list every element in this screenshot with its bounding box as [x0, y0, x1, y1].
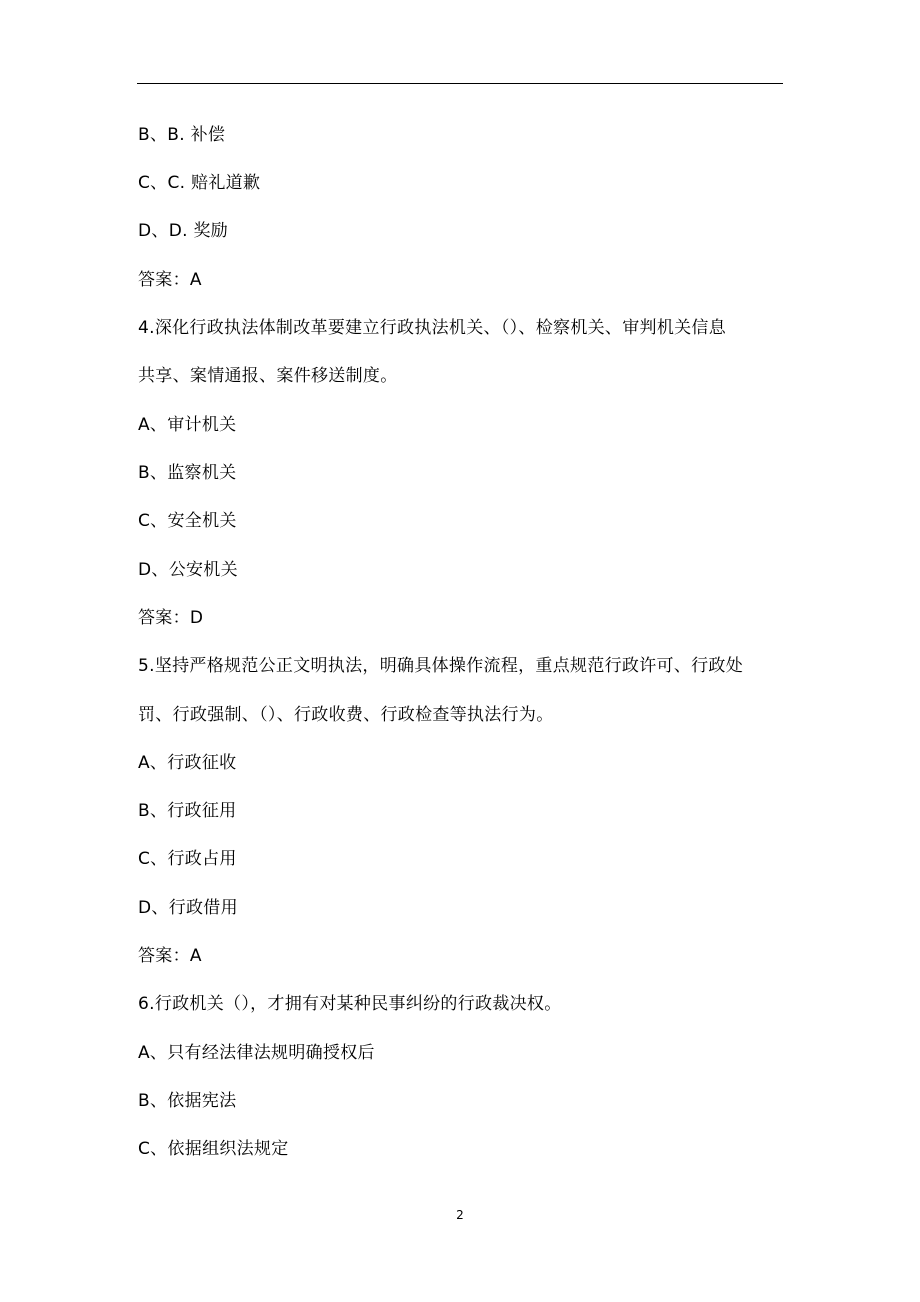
q5-option-b: B、行政征用	[138, 801, 237, 821]
q4-option-b: B、监察机关	[138, 463, 237, 483]
q5-option-a: A、行政征收	[138, 753, 237, 773]
q5-option-d: D、行政借用	[138, 898, 238, 918]
q3-answer: 答案：A	[138, 270, 202, 290]
q4-option-d: D、公安机关	[138, 560, 238, 580]
q4-answer: 答案：D	[138, 608, 204, 628]
q4-stem-line1: 4.深化行政执法体制改革要建立行政执法机关、（）、检察机关、审判机关信息	[138, 318, 727, 338]
q5-answer: 答案：A	[138, 946, 202, 966]
q4-option-c: C、安全机关	[138, 511, 237, 531]
q4-option-a: A、审计机关	[138, 415, 237, 435]
q6-option-c: C、依据组织法规定	[138, 1139, 289, 1159]
q5-stem-line2: 罚、行政强制、（）、行政收费、行政检查等执法行为。	[138, 705, 554, 725]
q6-option-a: A、只有经法律法规明确授权后	[138, 1043, 375, 1063]
q3-option-c: C、C. 赔礼道歉	[138, 173, 261, 193]
q4-stem-line2: 共享、案情通报、案件移送制度。	[138, 366, 398, 386]
header-rule	[137, 83, 783, 84]
q6-stem-line1: 6.行政机关（），才拥有对某种民事纠纷的行政裁决权。	[138, 994, 562, 1014]
q6-option-b: B、依据宪法	[138, 1091, 237, 1111]
q3-option-d: D、D. 奖励	[138, 221, 229, 241]
page-number: 2	[456, 1208, 464, 1222]
q5-option-c: C、行政占用	[138, 849, 237, 869]
q5-stem-line1: 5.坚持严格规范公正文明执法，明确具体操作流程，重点规范行政许可、行政处	[138, 656, 744, 676]
q3-option-b: B、B. 补偿	[138, 125, 226, 145]
